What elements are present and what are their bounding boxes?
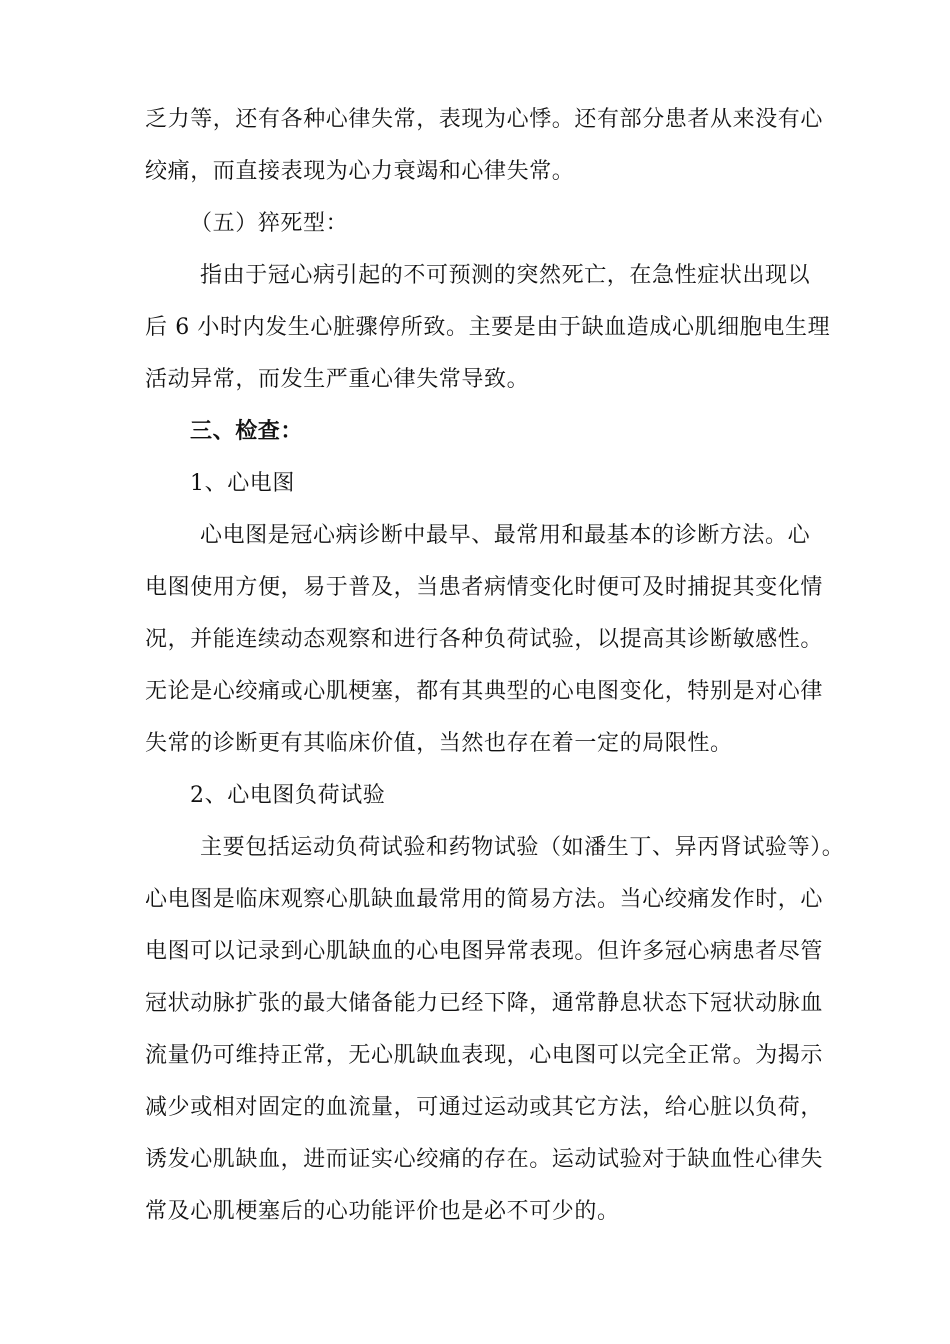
subsection-heading-ecg: 1、心电图: [190, 471, 295, 496]
text-line: 况，并能连续动态观察和进行各种负荷试验，以提高其诊断敏感性。: [145, 627, 824, 652]
section-heading-examination: 三、检查：: [190, 419, 304, 444]
text-line: 流量仍可维持正常，无心肌缺血表现，心电图可以完全正常。为揭示: [145, 1043, 824, 1068]
text-line: 活动异常，而发生严重心律失常导致。: [145, 367, 530, 392]
text-line: 失常的诊断更有其临床价值，当然也存在着一定的局限性。: [145, 731, 733, 756]
text-line: 电图可以记录到心肌缺血的心电图异常表现。但许多冠心病患者尽管: [145, 939, 824, 964]
text-line: 心电图是临床观察心肌缺血最常用的简易方法。当心绞痛发作时，心: [145, 887, 824, 912]
text-line: 诱发心肌缺血，进而证实心绞痛的存在。运动试验对于缺血性心律失: [145, 1147, 824, 1172]
text-line: 绞痛，而直接表现为心力衰竭和心律失常。: [145, 159, 575, 184]
text-line: 心电图是冠心病诊断中最早、最常用和最基本的诊断方法。心: [200, 523, 811, 548]
text-line: 主要包括运动负荷试验和药物试验（如潘生丁、异丙肾试验等）。: [200, 835, 845, 860]
text-line: 冠状动脉扩张的最大储备能力已经下降，通常静息状态下冠状动脉血: [145, 991, 824, 1016]
subsection-heading-ecg-stress-test: 2、心电图负荷试验: [190, 783, 386, 808]
text-line: 指由于冠心病引起的不可预测的突然死亡，在急性症状出现以: [200, 263, 811, 288]
text-line: 后 6 小时内发生心脏骤停所致。主要是由于缺血造成心肌细胞电生理: [145, 315, 831, 340]
section-heading-sudden-death: （五）猝死型：: [190, 211, 349, 236]
text-line: 减少或相对固定的血流量，可通过运动或其它方法，给心脏以负荷，: [145, 1095, 824, 1120]
text-line: 常及心肌梗塞后的心功能评价也是必不可少的。: [145, 1199, 620, 1224]
text-line: 乏力等，还有各种心律失常，表现为心悸。还有部分患者从来没有心: [145, 107, 824, 132]
text-line: 无论是心绞痛或心肌梗塞，都有其典型的心电图变化，特别是对心律: [145, 679, 824, 704]
text-line: 电图使用方便，易于普及，当患者病情变化时便可及时捕捉其变化情: [145, 575, 824, 600]
